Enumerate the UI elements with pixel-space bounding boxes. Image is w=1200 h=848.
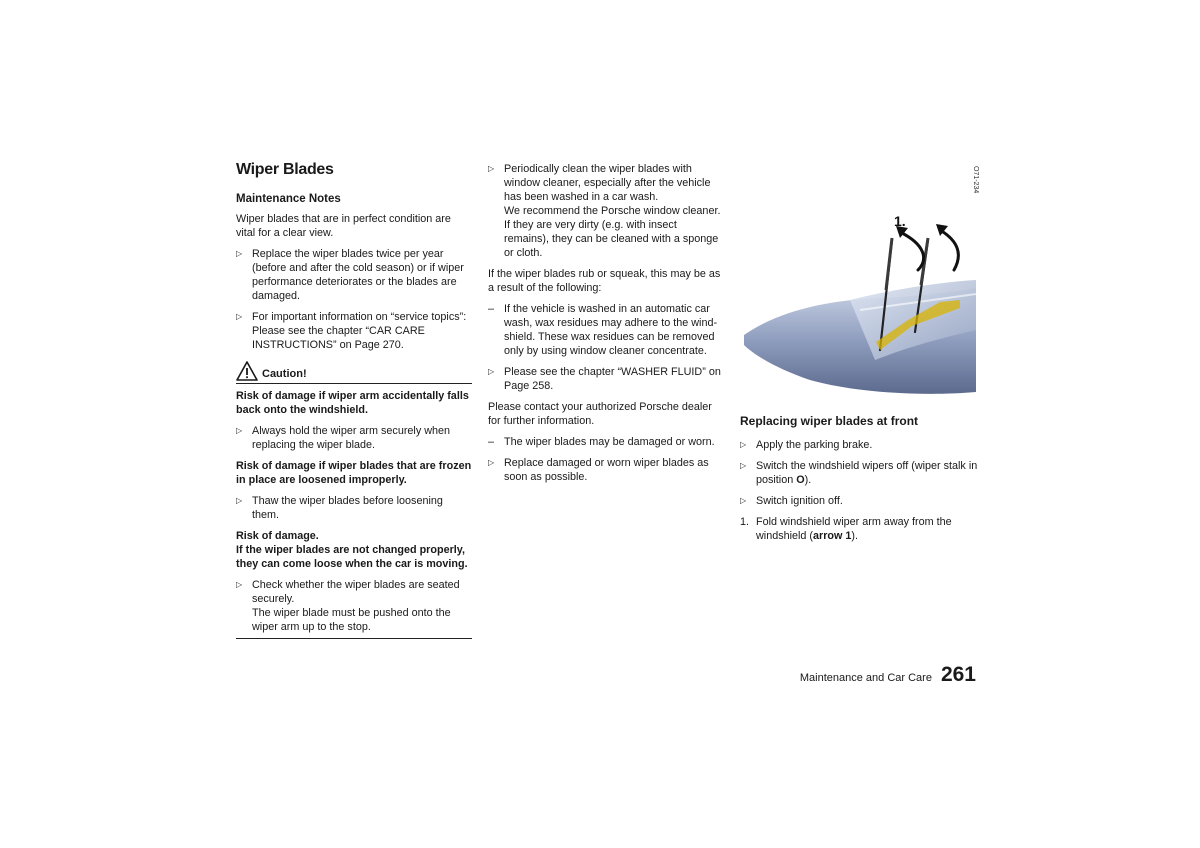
figure-code: O71-234 <box>972 166 979 194</box>
triangle-bullet-icon: ▷ <box>488 164 495 173</box>
dash-bullet: – <box>488 303 495 315</box>
section-name: Maintenance and Car Care <box>799 672 932 684</box>
list-item: ▷ Check whether the wiper blades are seated securely. The wiper blade must be pushed onto the wiper arm up to the stop. <box>236 579 460 633</box>
column-1 <box>236 192 472 639</box>
wiper-illustration <box>740 160 978 400</box>
maintenance-notes-heading: Maintenance Notes <box>236 193 341 205</box>
list-item: ▷ For important information on “service topics”: Please see the chapter “CAR CARE INSTRUCTIONS” on Page 270. <box>236 311 467 351</box>
warning-text: Risk of damage if wiper blades that are frozen in place are loosened improperly. <box>236 460 472 486</box>
warning-icon <box>236 361 258 381</box>
replacing-heading: Replacing wiper blades at front <box>740 414 919 428</box>
list-item: ▷ Please see the chapter “WASHER FLUID” on Page 258. <box>488 366 721 392</box>
list-item: – The wiper blades may be damaged or worn. <box>488 436 715 448</box>
list-item: ▷ Always hold the wiper arm securely when replacing the wiper blade. <box>236 425 451 451</box>
dash-bullet: – <box>488 436 495 448</box>
list-item: ▷ Periodically clean the wiper blades with window cleaner, especially after the vehicle has been washed in a car wash. We recommend the Porsche window cleaner. If they are very dirty (e.g. with insect remains), they can be cleaned with a sponge or cloth. <box>488 163 721 259</box>
caution-header <box>236 361 472 384</box>
caution-end-rule <box>236 638 472 639</box>
list-item: ▷ Switch the windshield wipers off (wiper stalk in position O). <box>740 460 978 486</box>
triangle-bullet-icon: ▷ <box>236 426 243 435</box>
intro-text: Wiper blades that are in perfect condition are vital for a clear view. <box>236 213 451 239</box>
page-footer <box>800 663 976 687</box>
list-item: ▷ Replace damaged or worn wiper blades as soon as possible. <box>488 457 709 483</box>
triangle-bullet-icon: ▷ <box>488 458 495 467</box>
list-item: ▷ Thaw the wiper blades before loosening them. <box>236 495 443 521</box>
triangle-bullet-icon: ▷ <box>488 367 495 376</box>
numbered-step: 1. Fold windshield wiper arm away from the windshield (arrow 1). <box>740 516 952 542</box>
list-item: ▷ Apply the parking brake. <box>740 439 873 451</box>
caution-label: Caution! <box>262 368 307 380</box>
list-item: – If the vehicle is washed in an automatic car wash, wax residues may adhere to the wind-shield. These wax residues can be removed only by using window cleaner concentrate. <box>488 303 718 357</box>
triangle-bullet-icon: ▷ <box>236 580 243 589</box>
step-number: 1. <box>740 516 750 528</box>
warning-text: If the wiper blades are not changed properly, they can come loose when the car is moving. <box>236 544 468 570</box>
warning-text: Risk of damage. <box>236 530 319 542</box>
triangle-bullet-icon: ▷ <box>236 249 243 258</box>
triangle-bullet-icon: ▷ <box>740 496 747 505</box>
column-3 <box>740 414 980 543</box>
page-title: Wiper Blades <box>236 161 334 178</box>
paragraph: If the wiper blades rub or squeak, this may be as a result of the following: <box>488 268 721 294</box>
list-item: ▷ Replace the wiper blades twice per year (before and after the cold season) or if wiper performance deteriorates or the blades are damaged. <box>236 248 464 302</box>
triangle-bullet-icon: ▷ <box>740 440 747 449</box>
column-2 <box>488 162 724 484</box>
page-number: 261 <box>940 663 976 686</box>
triangle-bullet-icon: ▷ <box>740 461 747 470</box>
paragraph: Please contact your authorized Porsche dealer for further information. <box>488 401 712 427</box>
triangle-bullet-icon: ▷ <box>236 312 243 321</box>
list-item: ▷ Switch ignition off. <box>740 495 843 507</box>
triangle-bullet-icon: ▷ <box>236 496 243 505</box>
windshield-wiper-illustration <box>740 160 978 400</box>
figure-callout: 1. <box>894 213 906 229</box>
warning-text: Risk of damage if wiper arm accidentally falls back onto the windshield. <box>236 390 469 416</box>
